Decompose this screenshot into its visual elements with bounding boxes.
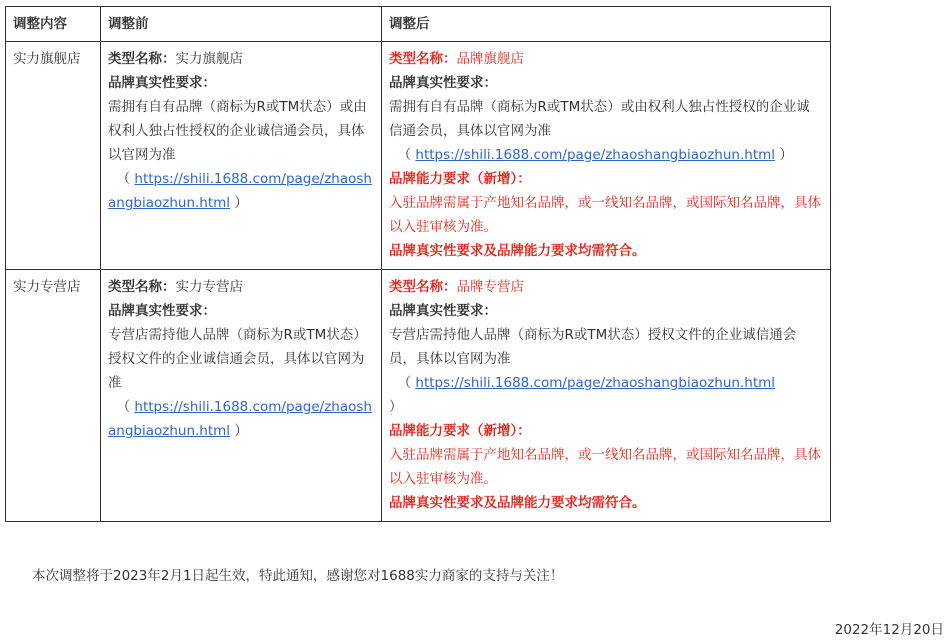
type-line: 类型名称：实力旗舰店 (108, 51, 243, 67)
after-cell (382, 270, 831, 522)
auth-text: 需拥有自有品牌（商标为R或TM状态）或由权利人独占性授权的企业诚信通会员，具体以官网为准 (389, 99, 810, 139)
before-cell (101, 42, 382, 270)
auth-text: 专营店需持他人品牌（商标为R或TM状态）授权文件的企业诚信通会员，具体以官网为准 (108, 327, 367, 391)
conclusion-text: 品牌真实性要求及品牌能力要求均需符合。 (389, 243, 646, 259)
standards-link[interactable]: https://shili.1688.com/page/zhaoshangbiaozhun.html (415, 375, 776, 391)
auth-label: 品牌真实性要求： (389, 75, 497, 91)
link-line: （ https://shili.1688.com/page/zhaoshangbiaozhun.html ） (397, 147, 793, 163)
standards-link[interactable]: https://shili.1688.com/page/zhaoshangbiaozhun.html (108, 171, 372, 211)
type-line: 类型名称：实力专营店 (108, 279, 243, 295)
conclusion-text: 品牌真实性要求及品牌能力要求均需符合。 (389, 495, 646, 511)
link-close: ） (389, 399, 403, 415)
auth-label: 品牌真实性要求： (389, 303, 497, 319)
ability-text: 入驻品牌需属于产地知名品牌，或一线知名品牌，或国际知名品牌，具体以入驻审核为准。 (389, 195, 821, 235)
comparison-table (5, 6, 831, 522)
type-line: 类型名称：品牌旗舰店 (389, 51, 524, 67)
effective-notice: 本次调整将于2023年2月1日起生效，特此通知，感谢您对1688实力商家的支持与关注！ (32, 568, 564, 584)
table-header-row (6, 7, 831, 42)
header-cell: 调整后 (382, 7, 831, 42)
standards-link[interactable]: https://shili.1688.com/page/zhaoshangbiaozhun.html (108, 399, 372, 439)
type-line: 类型名称：品牌专营店 (389, 279, 524, 295)
link-line: （ https://shili.1688.com/page/zhaoshangbiaozhun.html ） (108, 171, 372, 211)
auth-label: 品牌真实性要求： (108, 75, 216, 91)
header-cell: 调整内容 (6, 7, 101, 42)
auth-text: 专营店需持他人品牌（商标为R或TM状态）授权文件的企业诚信通会员，具体以官网为准 (389, 327, 797, 367)
ability-text: 入驻品牌需属于产地知名品牌，或一线知名品牌，或国际知名品牌，具体以入驻审核为准。 (389, 447, 821, 487)
standards-link[interactable]: https://shili.1688.com/page/zhaoshangbiaozhun.html (415, 147, 776, 163)
ability-label: 品牌能力要求（新增）： (389, 171, 531, 187)
auth-label: 品牌真实性要求： (108, 303, 216, 319)
header-cell: 调整前 (101, 7, 382, 42)
notice-date: 2022年12月20日 (834, 622, 944, 638)
before-cell (101, 270, 382, 522)
category-cell: 实力旗舰店 (6, 42, 101, 270)
ability-label: 品牌能力要求（新增）： (389, 423, 531, 439)
after-cell (382, 42, 831, 270)
table-row (6, 270, 831, 522)
category-cell: 实力专营店 (6, 270, 101, 522)
link-line: （ https://shili.1688.com/page/zhaoshangbiaozhun.html ） (108, 399, 372, 439)
auth-text: 需拥有自有品牌（商标为R或TM状态）或由权利人独占性授权的企业诚信通会员，具体以官网为准 (108, 99, 367, 163)
link-line: （ https://shili.1688.com/page/zhaoshangbiaozhun.html (397, 375, 776, 391)
table-row (6, 42, 831, 270)
